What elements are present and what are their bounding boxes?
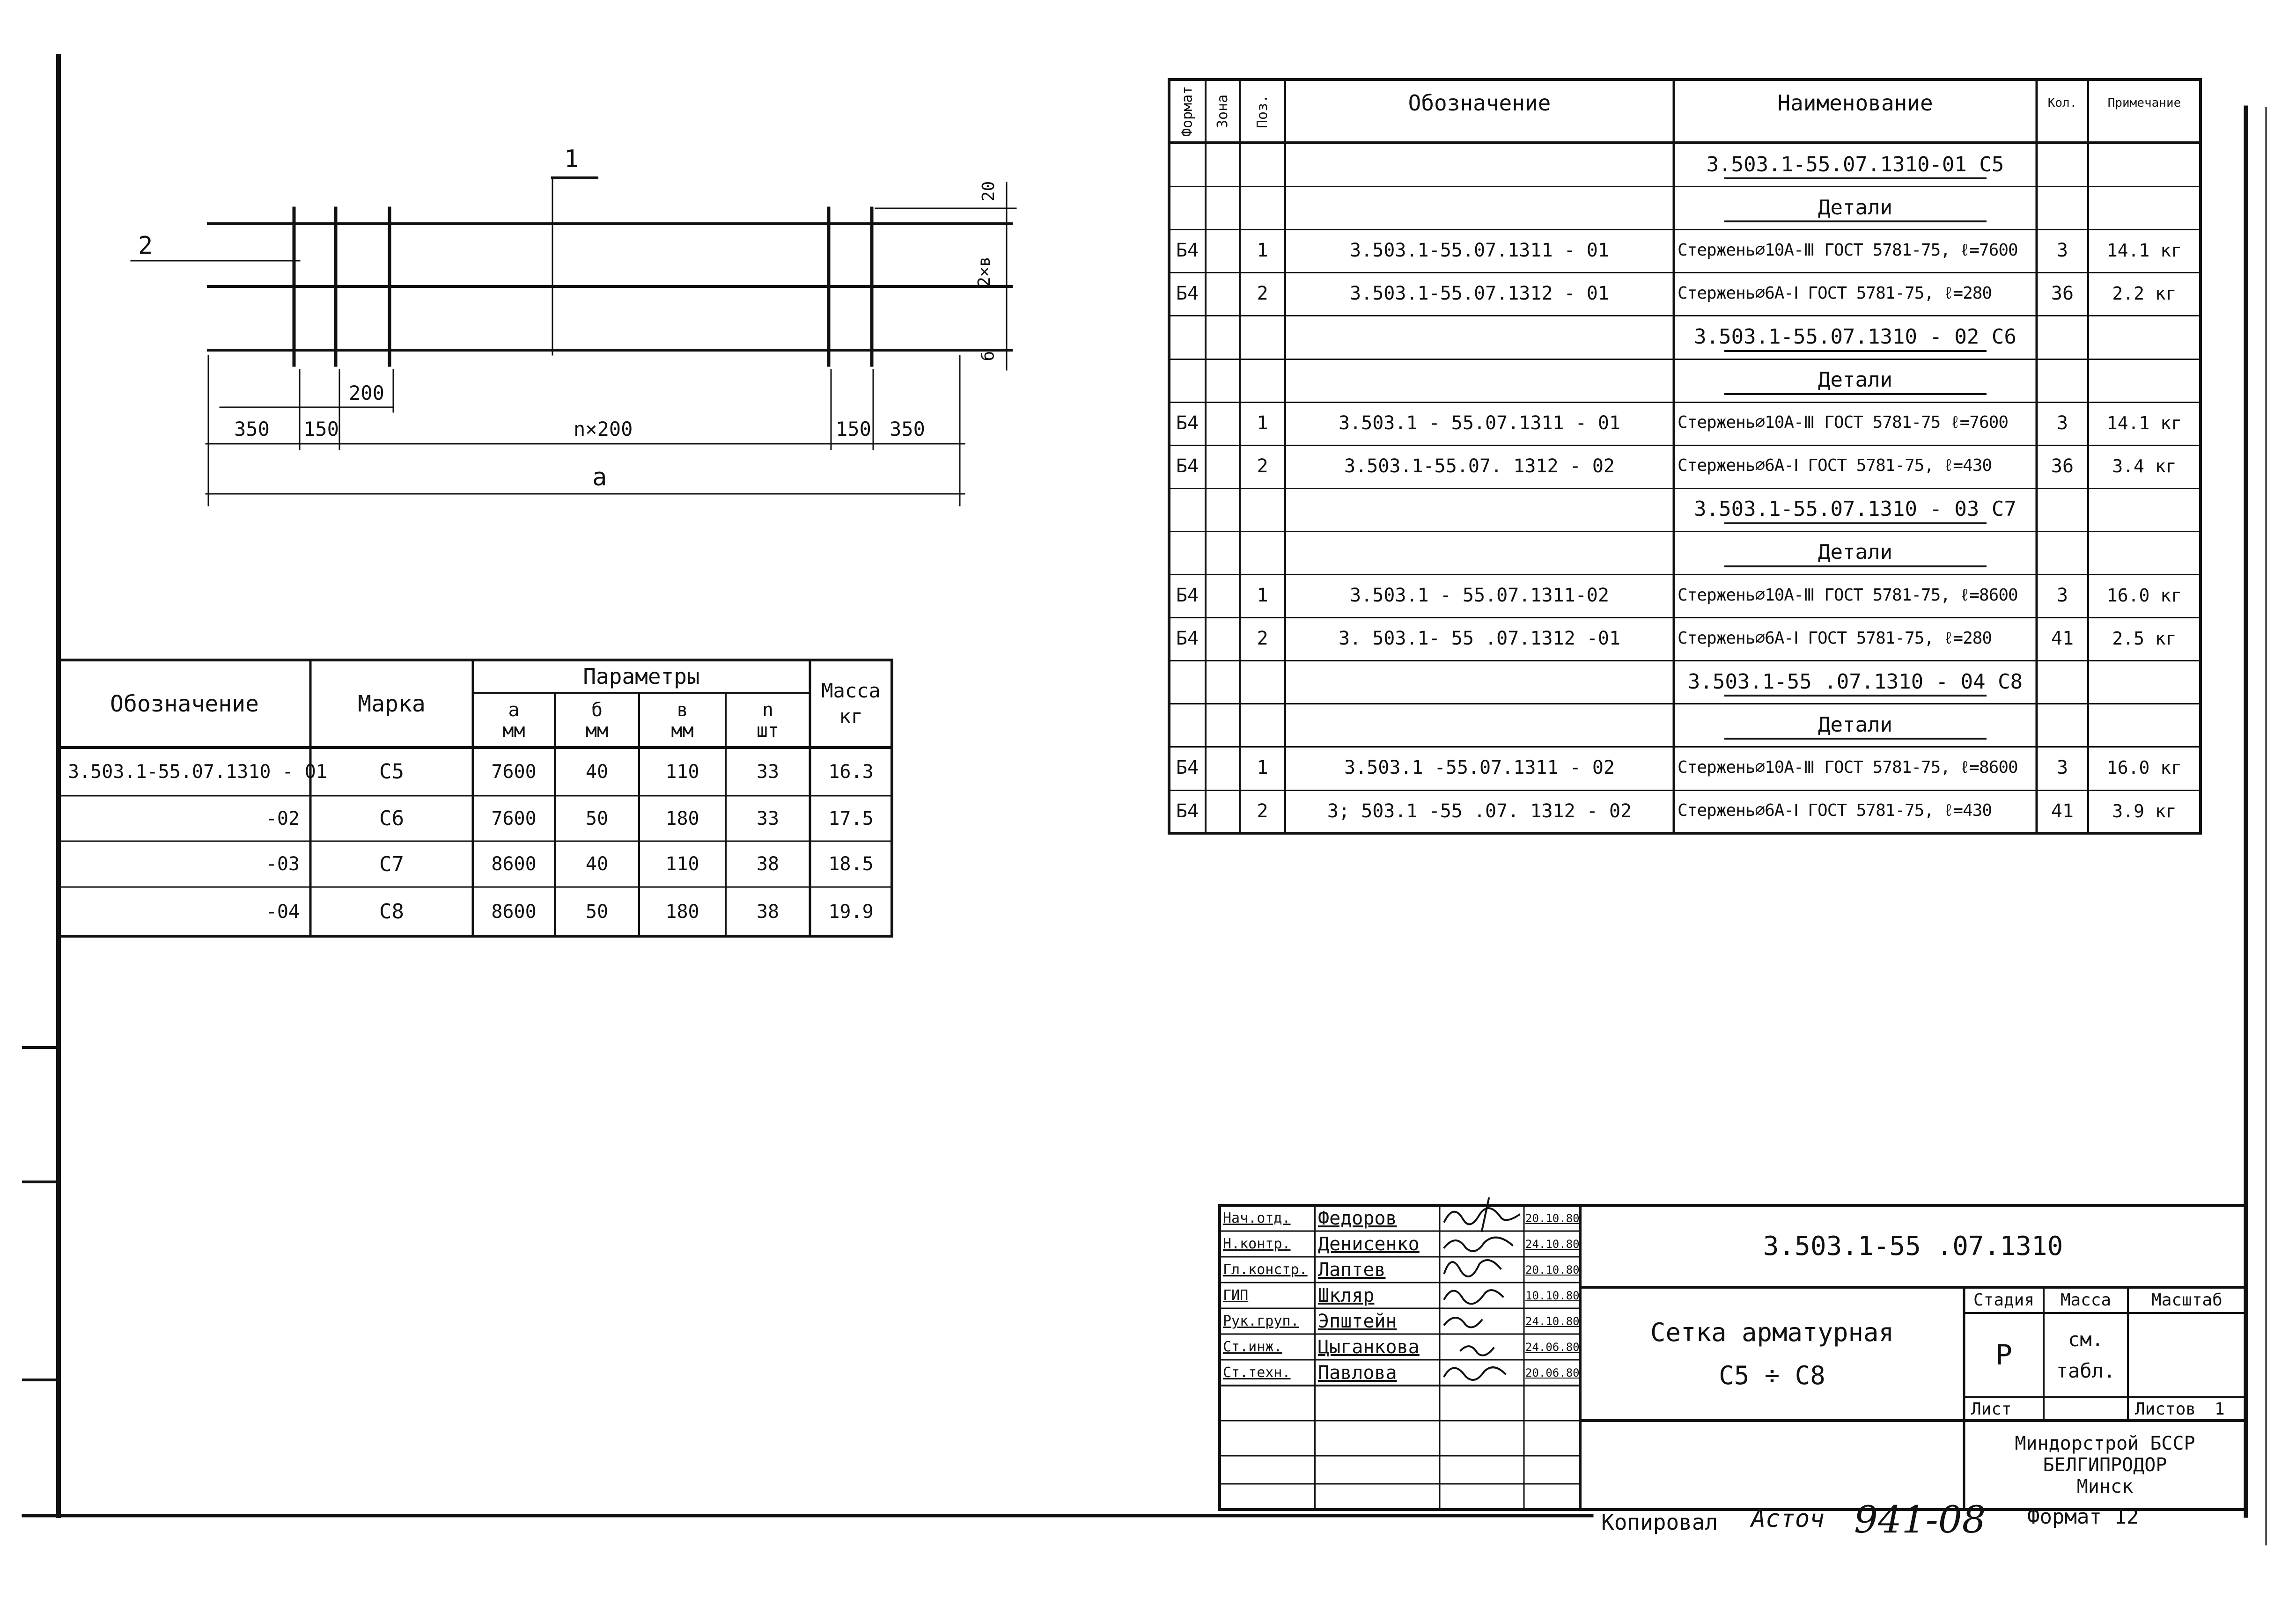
spec-header-note: Примечание bbox=[2107, 96, 2181, 110]
spec-cell-qty bbox=[2037, 359, 2088, 402]
dim-overall: a bbox=[592, 463, 607, 491]
params-row-mass: 19.9 bbox=[828, 901, 874, 923]
spec-cell-format: Б4 bbox=[1176, 455, 1199, 477]
params-header-v-unit: мм bbox=[671, 719, 694, 741]
params-header-a bbox=[473, 693, 555, 748]
staff-name: Шкляр bbox=[1318, 1284, 1375, 1306]
spec-cell-qty bbox=[2037, 531, 2088, 574]
params-header-params: Параметры bbox=[583, 664, 700, 689]
params-row-designation: -03 bbox=[265, 853, 300, 875]
spec-cell-designation bbox=[1285, 531, 1674, 574]
scale-label: Масштаб bbox=[2151, 1291, 2222, 1310]
spec-header-qty: Кол. bbox=[2047, 96, 2077, 110]
params-header-mass bbox=[810, 660, 892, 748]
spec-cell-note bbox=[2088, 143, 2200, 186]
spec-cell-pos bbox=[1240, 660, 1285, 703]
spec-heading-underline bbox=[1724, 738, 1987, 740]
staff-role: Ст.техн. bbox=[1223, 1364, 1291, 1381]
params-header-a-label: а bbox=[508, 699, 520, 721]
spec-cell-pos: 1 bbox=[1257, 757, 1268, 779]
mesh-drawing bbox=[131, 178, 1016, 506]
spec-cell-note bbox=[2088, 660, 2200, 703]
spec-cell-pos bbox=[1240, 315, 1285, 358]
spec-cell-note: 14.1 кг bbox=[2106, 240, 2182, 261]
staff-role: Ст.инж. bbox=[1223, 1339, 1282, 1355]
spec-cell-designation: 3.503.1 - 55.07.1311 - 01 bbox=[1338, 412, 1621, 434]
stage-value: Р bbox=[1995, 1339, 2013, 1371]
spec-cell-note bbox=[2088, 488, 2200, 531]
organization bbox=[1964, 1421, 2246, 1510]
spec-header-name: Наименование bbox=[1777, 90, 1933, 116]
dim-pitch-total: n×200 bbox=[574, 418, 633, 440]
document-code: 3.503.1-55 .07.1310 bbox=[1763, 1231, 2063, 1261]
params-row-mass: 16.3 bbox=[828, 761, 874, 783]
spec-cell-format bbox=[1169, 531, 1206, 574]
spec-cell-name: Стержень∅10А-Ⅲ ГОСТ 5781-75 ℓ=7600 bbox=[1678, 413, 2008, 433]
params-row-n: 38 bbox=[756, 901, 780, 923]
dim-top: 20 bbox=[979, 181, 999, 202]
spec-cell-designation: 3.503.1-55.07.1311 - 01 bbox=[1350, 240, 1609, 262]
params-header-n-label: n bbox=[762, 699, 774, 721]
spec-heading-underline bbox=[1724, 522, 1987, 524]
params-header-n bbox=[726, 693, 810, 748]
spec-cell-pos bbox=[1240, 359, 1285, 402]
spec-cell-note bbox=[2088, 703, 2200, 746]
params-row-a: 8600 bbox=[491, 901, 537, 923]
params-row-mark: С6 bbox=[379, 807, 404, 830]
spec-cell-pos bbox=[1240, 186, 1285, 229]
staff-role: Нач.отд. bbox=[1223, 1210, 1291, 1226]
spec-cell-qty: 3 bbox=[2056, 412, 2068, 434]
spec-cell-note: 14.1 кг bbox=[2106, 412, 2182, 433]
params-header-n-unit: шт bbox=[756, 719, 780, 741]
params-row-designation: -02 bbox=[265, 807, 300, 829]
staff-name: Цыганкова bbox=[1318, 1336, 1420, 1358]
spec-cell-designation bbox=[1285, 660, 1674, 703]
spec-cell-designation: 3. 503.1- 55 .07.1312 -01 bbox=[1338, 628, 1621, 650]
spec-cell-note: 16.0 кг bbox=[2106, 757, 2182, 778]
params-row-mass: 18.5 bbox=[828, 853, 874, 875]
spec-cell-format: Б4 bbox=[1176, 412, 1199, 434]
params-row-mark: С5 bbox=[379, 760, 404, 784]
spec-cell-name: Стержень∅6А-Ⅰ ГОСТ 5781-75, ℓ=430 bbox=[1678, 801, 1992, 821]
dim-right-gap: 150 bbox=[836, 418, 871, 440]
spec-cell-format bbox=[1169, 660, 1206, 703]
spec-cell-format: Б4 bbox=[1176, 628, 1199, 650]
spec-cell-name: 3.503.1-55.07.1310-01 С5 bbox=[1706, 152, 2004, 176]
spec-cell-qty: 41 bbox=[2051, 800, 2074, 822]
params-row-v: 180 bbox=[665, 807, 699, 829]
copied-label: Копировал bbox=[1601, 1510, 1718, 1535]
spec-cell-qty bbox=[2037, 660, 2088, 703]
params-row-a: 8600 bbox=[491, 853, 537, 875]
dim-left-gap: 150 bbox=[303, 418, 339, 440]
params-row-v: 110 bbox=[665, 761, 699, 783]
staff-role: Гл.констр. bbox=[1223, 1261, 1308, 1278]
spec-cell-name: Детали bbox=[1818, 195, 1892, 220]
params-header-v-label: в bbox=[677, 699, 688, 721]
sheets-label-text: Листов bbox=[2135, 1399, 2196, 1419]
params-header-mass-label: Масса bbox=[821, 679, 881, 702]
spec-header-designation: Обозначение bbox=[1408, 90, 1551, 116]
spec-heading-underline bbox=[1724, 565, 1987, 567]
params-header-b bbox=[555, 693, 639, 748]
spec-cell-designation bbox=[1285, 703, 1674, 746]
params-row-mark: С8 bbox=[379, 900, 404, 924]
staff-date: 20.10.80 bbox=[1525, 1263, 1580, 1276]
title-line-2: С5 ÷ С8 bbox=[1719, 1360, 1825, 1390]
spec-cell-qty: 36 bbox=[2051, 455, 2074, 477]
mass-value-line-2: табл. bbox=[2056, 1359, 2116, 1382]
params-row-n: 33 bbox=[756, 807, 780, 829]
spec-cell-format: Б4 bbox=[1176, 757, 1199, 779]
staff-name: Эпштейн bbox=[1318, 1310, 1397, 1332]
spec-header-zone: Зона bbox=[1214, 94, 1231, 128]
spec-cell-name: 3.503.1-55.07.1310 - 03 С7 bbox=[1694, 497, 2016, 521]
spec-cell-name: Стержень∅6А-Ⅰ ГОСТ 5781-75, ℓ=430 bbox=[1678, 456, 1992, 476]
staff-role: Н.контр. bbox=[1223, 1236, 1291, 1252]
staff-name: Федоров bbox=[1318, 1207, 1397, 1229]
spec-cell-format bbox=[1169, 488, 1206, 531]
spec-cell-name: Стержень∅10А-Ⅲ ГОСТ 5781-75, ℓ=8600 bbox=[1678, 757, 2018, 777]
spec-cell-note: 2.2 кг bbox=[2112, 283, 2177, 304]
spec-cell-format bbox=[1169, 143, 1206, 186]
spec-cell-qty bbox=[2037, 186, 2088, 229]
spec-cell-designation bbox=[1285, 186, 1674, 229]
dim-pitch: 200 bbox=[349, 381, 384, 404]
spec-cell-qty: 3 bbox=[2056, 585, 2068, 607]
spec-header-pos: Поз. bbox=[1254, 94, 1271, 128]
spec-cell-format bbox=[1169, 186, 1206, 229]
spec-heading-underline bbox=[1724, 393, 1987, 395]
spec-cell-name: Стержень∅10А-Ⅲ ГОСТ 5781-75, ℓ=8600 bbox=[1678, 585, 2018, 605]
spec-cell-format: Б4 bbox=[1176, 800, 1199, 822]
spec-cell-designation bbox=[1285, 143, 1674, 186]
spec-cell-format bbox=[1169, 359, 1206, 402]
spec-cell-format: Б4 bbox=[1176, 240, 1199, 262]
title-line-1: Сетка арматурная bbox=[1650, 1317, 1894, 1347]
params-row-b: 50 bbox=[585, 807, 609, 829]
copied-by: Асточ bbox=[1751, 1505, 1825, 1533]
spec-cell-designation: 3.503.1-55.07. 1312 - 02 bbox=[1344, 455, 1615, 477]
sheets-value: 1 bbox=[2215, 1399, 2225, 1419]
params-row-b: 50 bbox=[585, 901, 609, 923]
spec-cell-qty bbox=[2037, 143, 2088, 186]
staff-role: ГИП bbox=[1223, 1287, 1249, 1304]
org-line-2: БЕЛГИПРОДОР bbox=[2043, 1454, 2167, 1476]
params-row-mass: 17.5 bbox=[828, 807, 874, 829]
spec-cell-format: Б4 bbox=[1176, 283, 1199, 305]
spec-cell-qty: 41 bbox=[2051, 628, 2074, 650]
spec-cell-designation: 3.503.1 - 55.07.1311-02 bbox=[1350, 585, 1609, 607]
params-row-b: 40 bbox=[585, 853, 609, 875]
spec-cell-pos: 1 bbox=[1257, 412, 1268, 434]
spec-cell-name: 3.503.1-55 .07.1310 - 04 С8 bbox=[1687, 669, 2023, 694]
spec-cell-name: Детали bbox=[1818, 540, 1892, 565]
doc-number: 941-08 bbox=[1854, 1498, 1986, 1541]
bar-mark-label: 2 bbox=[138, 232, 153, 260]
staff-date: 20.10.80 bbox=[1525, 1211, 1580, 1225]
spec-cell-qty bbox=[2037, 488, 2088, 531]
spec-cell-pos: 2 bbox=[1257, 628, 1268, 650]
spec-cell-name: Стержень∅6А-Ⅰ ГОСТ 5781-75, ℓ=280 bbox=[1678, 283, 1992, 303]
section-mark-label: 1 bbox=[564, 145, 579, 173]
spec-cell-designation bbox=[1285, 359, 1674, 402]
spec-cell-note: 3.4 кг bbox=[2112, 455, 2177, 477]
spec-cell-note: 3.9 кг bbox=[2112, 800, 2177, 821]
spec-cell-note: 16.0 кг bbox=[2106, 585, 2182, 606]
params-row-v: 110 bbox=[665, 853, 699, 875]
spec-cell-format bbox=[1169, 703, 1206, 746]
stage-label: Стадия bbox=[1973, 1291, 2035, 1310]
spec-heading-underline bbox=[1724, 350, 1987, 352]
params-row-designation: -04 bbox=[265, 901, 300, 923]
spec-cell-pos bbox=[1240, 143, 1285, 186]
params-header-designation: Обозначение bbox=[110, 690, 259, 717]
staff-name: Денисенко bbox=[1318, 1233, 1420, 1255]
spec-cell-qty: 3 bbox=[2056, 757, 2068, 779]
spec-cell-note bbox=[2088, 359, 2200, 402]
spec-heading-underline bbox=[1724, 220, 1987, 222]
spec-cell-pos: 2 bbox=[1257, 800, 1268, 822]
spec-cell-name: Стержень∅6А-Ⅰ ГОСТ 5781-75, ℓ=280 bbox=[1678, 628, 1992, 648]
staff-date: 24.10.80 bbox=[1525, 1237, 1580, 1251]
dim-right-end: 350 bbox=[890, 418, 925, 440]
spec-cell-note: 2.5 кг bbox=[2112, 628, 2177, 649]
spec-cell-qty bbox=[2037, 315, 2088, 358]
params-header-b-unit: мм bbox=[585, 719, 609, 741]
spec-cell-pos: 1 bbox=[1257, 240, 1268, 262]
spec-cell-pos: 1 bbox=[1257, 585, 1268, 607]
params-row-n: 38 bbox=[756, 853, 780, 875]
params-row-n: 33 bbox=[756, 761, 780, 783]
params-header-b-label: б bbox=[591, 699, 603, 721]
params-row-b: 40 bbox=[585, 761, 609, 783]
document-title bbox=[1580, 1287, 1964, 1421]
dim-middle: 2×в bbox=[975, 256, 994, 287]
staff-name: Лаптев bbox=[1318, 1259, 1386, 1281]
spec-cell-pos bbox=[1240, 488, 1285, 531]
spec-cell-name: 3.503.1-55.07.1310 - 02 С6 bbox=[1694, 324, 2016, 349]
sheets-label bbox=[2135, 1397, 2246, 1421]
mass-label: Масса bbox=[2060, 1291, 2112, 1310]
dim-bottom: б bbox=[979, 351, 998, 361]
spec-cell-qty: 36 bbox=[2051, 283, 2074, 305]
spec-cell-qty bbox=[2037, 703, 2088, 746]
spec-cell-note bbox=[2088, 531, 2200, 574]
spec-cell-designation bbox=[1285, 315, 1674, 358]
spec-cell-designation: 3.503.1 -55.07.1311 - 02 bbox=[1344, 757, 1615, 779]
params-header-v bbox=[639, 693, 726, 748]
spec-cell-pos: 2 bbox=[1257, 455, 1268, 477]
params-header-mass-unit: кг bbox=[839, 704, 863, 728]
spec-heading-underline bbox=[1724, 177, 1987, 179]
params-header-mark: Марка bbox=[358, 690, 426, 717]
spec-cell-pos bbox=[1240, 531, 1285, 574]
mass-value bbox=[2044, 1313, 2128, 1397]
spec-cell-note bbox=[2088, 186, 2200, 229]
spec-cell-note bbox=[2088, 315, 2200, 358]
params-header-a-unit: мм bbox=[502, 719, 525, 741]
spec-cell-format: Б4 bbox=[1176, 585, 1199, 607]
staff-date: 10.10.80 bbox=[1525, 1289, 1580, 1302]
spec-cell-pos bbox=[1240, 703, 1285, 746]
dim-left-end: 350 bbox=[234, 418, 270, 440]
staff-date: 24.10.80 bbox=[1525, 1314, 1580, 1328]
spec-cell-name: Стержень∅10А-Ⅲ ГОСТ 5781-75, ℓ=7600 bbox=[1678, 240, 2018, 260]
org-line-3: Минск bbox=[2076, 1476, 2134, 1497]
spec-cell-qty: 3 bbox=[2056, 240, 2068, 262]
spec-cell-format bbox=[1169, 315, 1206, 358]
spec-cell-designation bbox=[1285, 488, 1674, 531]
params-row-a: 7600 bbox=[491, 807, 537, 829]
spec-cell-name: Детали bbox=[1818, 368, 1892, 392]
staff-name: Павлова bbox=[1318, 1362, 1397, 1384]
params-row-mark: С7 bbox=[379, 852, 404, 876]
signatures bbox=[1444, 1198, 1519, 1380]
spec-heading-underline bbox=[1724, 695, 1987, 697]
spec-cell-pos: 2 bbox=[1257, 283, 1268, 305]
staff-date: 24.06.80 bbox=[1525, 1340, 1580, 1354]
params-row-a: 7600 bbox=[491, 761, 537, 783]
staff-role: Рук.груп. bbox=[1223, 1313, 1299, 1329]
format-label: Формат 12 bbox=[2027, 1505, 2139, 1529]
params-row-v: 180 bbox=[665, 901, 699, 923]
spec-header-format: Формат bbox=[1179, 86, 1196, 137]
sheet-label: Лист bbox=[1971, 1399, 2012, 1419]
spec-cell-name: Детали bbox=[1818, 712, 1892, 737]
params-row-designation: 3.503.1-55.07.1310 - 01 bbox=[68, 761, 327, 783]
mass-value-line-1: см. bbox=[2068, 1327, 2104, 1351]
org-line-1: Миндорстрой БССР bbox=[2015, 1433, 2195, 1454]
staff-date: 20.06.80 bbox=[1525, 1366, 1580, 1379]
spec-cell-designation: 3; 503.1 -55 .07. 1312 - 02 bbox=[1327, 800, 1632, 822]
spec-cell-designation: 3.503.1-55.07.1312 - 01 bbox=[1350, 283, 1609, 305]
